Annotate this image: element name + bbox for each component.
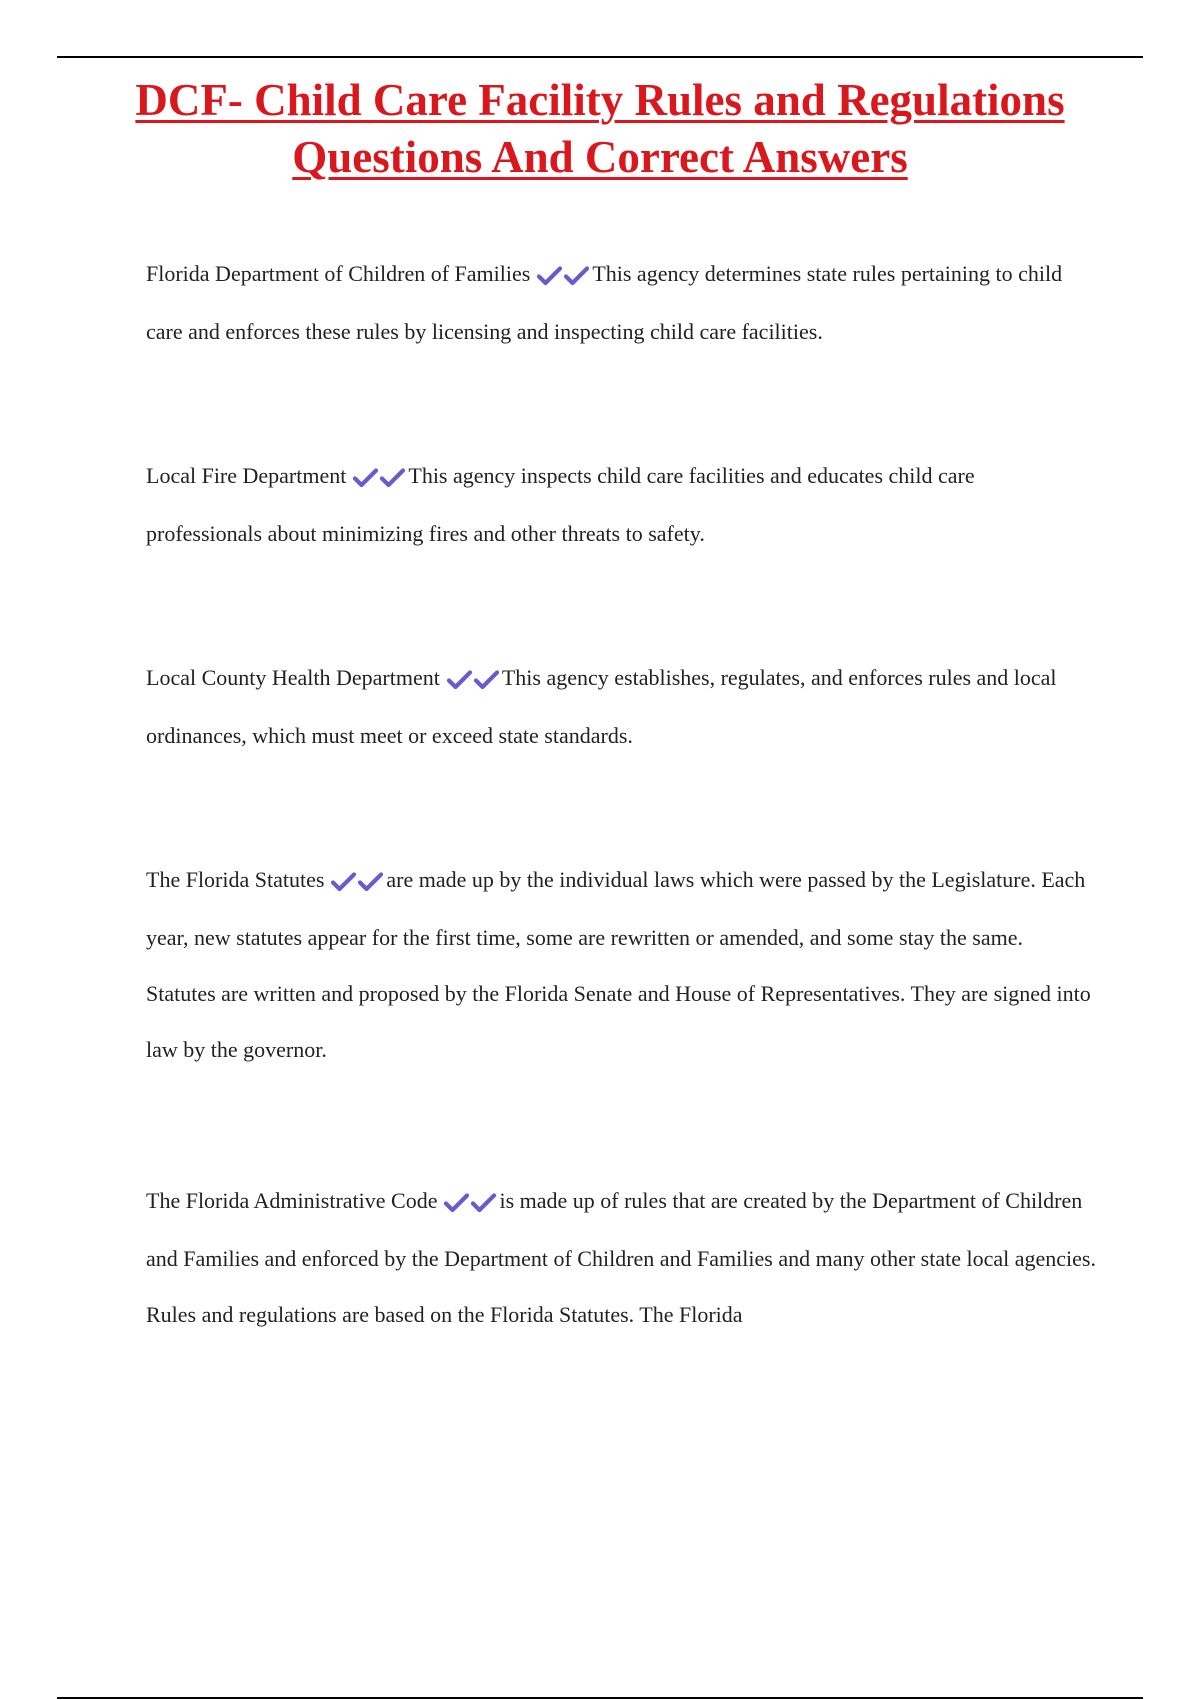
checkmark-icon bbox=[473, 669, 500, 691]
qa-entry-5 bbox=[146, 1173, 1096, 1343]
header-divider bbox=[57, 56, 1143, 58]
qa-entry-1 bbox=[146, 246, 1096, 360]
entry-term: The Florida Administrative Code bbox=[146, 1187, 438, 1213]
answer-marker bbox=[352, 450, 406, 506]
document-title: DCF- Child Care Facility Rules and Regulations Questions And Correct Answers bbox=[135, 75, 1065, 182]
checkmark-icon bbox=[563, 265, 590, 287]
answer-marker bbox=[446, 652, 500, 708]
checkmark-icon bbox=[443, 1192, 470, 1214]
qa-entry-3 bbox=[146, 650, 1096, 764]
entry-term: Local Fire Department bbox=[146, 462, 347, 488]
entry-term: Local County Health Department bbox=[146, 664, 440, 690]
entry-definition: This agency inspects child care facilities and educates child care professionals about minimizing fires and other threats to safety. bbox=[146, 462, 975, 546]
answer-marker bbox=[536, 248, 590, 304]
answer-marker bbox=[443, 1175, 497, 1231]
entry-definition: This agency determines state rules pertaining to child care and enforces these rules by licensing and inspecting child care facilities. bbox=[146, 261, 1063, 344]
checkmark-icon bbox=[352, 467, 379, 489]
checkmark-icon bbox=[357, 871, 384, 893]
checkmark-icon bbox=[379, 467, 406, 489]
entry-definition: is made up of rules that are created by the Department of Children and Families and enforced by the Department of Children and Families and many other state local agencies. Rules and regulations are based on the Florida Statutes. The Florida bbox=[146, 1187, 1096, 1327]
entry-definition: This agency establishes, regulates, and enforces rules and local ordinances, which must meet or exceed state standards. bbox=[146, 664, 1057, 748]
answer-marker bbox=[330, 854, 384, 910]
checkmark-icon bbox=[330, 871, 357, 893]
entry-term: Florida Department of Children of Families bbox=[146, 261, 531, 286]
qa-entry-4 bbox=[146, 852, 1096, 1078]
entry-term: The Florida Statutes bbox=[146, 866, 325, 892]
entry-definition: are made up by the individual laws which were passed by the Legislature. Each year, new statutes appear for the first time, some are rewritten or amended, and some stay the same. Statutes are written and proposed by the Florida Senate and House of Representatives. They are signed into law by the governor. bbox=[146, 866, 1091, 1062]
footer-divider bbox=[57, 1697, 1143, 1699]
qa-entry-2 bbox=[146, 448, 1096, 562]
qa-list bbox=[146, 246, 1096, 1343]
checkmark-icon bbox=[536, 265, 563, 287]
checkmark-icon bbox=[446, 669, 473, 691]
checkmark-icon bbox=[470, 1192, 497, 1214]
